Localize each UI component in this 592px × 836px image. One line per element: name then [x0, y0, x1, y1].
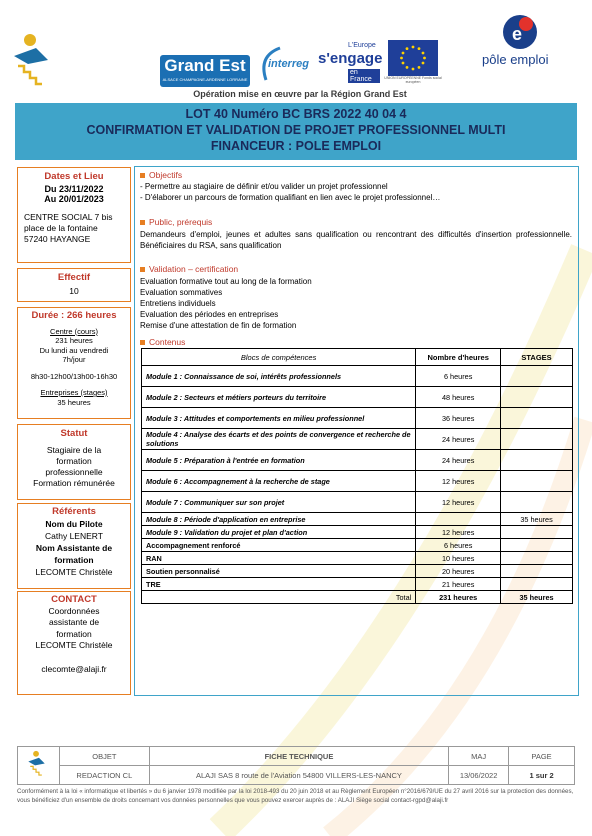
table-row — [142, 552, 573, 565]
referents-heading: Référents — [52, 506, 96, 517]
bullet-square-icon — [140, 220, 145, 225]
interreg-text: interreg — [268, 58, 309, 70]
module-hours: 36 heures — [416, 408, 501, 429]
pilote-label: Nom du Pilote — [45, 519, 103, 529]
objectif-2: - D'élaborer un parcours de formation qualifiant en lien avec le projet professionnel… — [140, 193, 441, 202]
module-label: RAN — [142, 552, 416, 565]
footer-fiche: FICHE TECHNIQUE — [149, 747, 448, 766]
contenus-heading — [140, 337, 185, 347]
module-label: Module 3 : Attitudes et comportements en milieu professionnel — [142, 408, 416, 429]
module-stage: 35 heures — [501, 513, 573, 526]
validation-1: Evaluation formative tout au long de la formation — [140, 277, 312, 286]
pole-emploi-logo — [482, 12, 580, 72]
table-row — [142, 450, 573, 471]
sengage-text: s'engage — [318, 50, 383, 67]
module-label: Module 6 : Accompagnement à la recherche de stage — [142, 471, 416, 492]
validation-text — [140, 276, 312, 331]
objectifs-text — [140, 181, 440, 203]
validation-heading — [140, 264, 238, 274]
statut-line4: Formation rémunérée — [33, 478, 115, 488]
validation-3: Entretiens individuels — [140, 299, 216, 308]
module-hours: 48 heures — [416, 387, 501, 408]
contenus-heading-text: Contenus — [149, 337, 186, 347]
module-stage — [501, 408, 573, 429]
module-hours: 24 heures — [416, 450, 501, 471]
duree-heading: Durée : 266 heures — [31, 310, 117, 321]
grand-est-logo-text: Grand Est — [164, 56, 246, 75]
header-stages: STAGES — [501, 349, 573, 366]
module-hours: 21 heures — [416, 578, 501, 591]
centre-label: Centre (cours) — [50, 326, 98, 336]
alaji-logo-icon — [8, 30, 56, 88]
module-label: Module 1 : Connaissance de soi, intérêts professionnels — [142, 366, 416, 387]
statut-line2: formation — [56, 456, 92, 466]
footer-maj: MAJ — [449, 747, 509, 766]
svg-text:e: e — [512, 24, 523, 44]
total-stage: 35 heures — [501, 591, 573, 604]
module-hours: 6 heures — [416, 539, 501, 552]
header-blocs: Blocs de compétences — [142, 349, 416, 366]
footer-redaction: REDACTION CL — [59, 766, 149, 785]
sengage-sub2: en France — [348, 69, 380, 83]
contact-line4: LECOMTE Christèle — [35, 640, 113, 650]
title-line2: CONFIRMATION ET VALIDATION DE PROJET PROFESSIONNEL MULTI — [86, 123, 506, 137]
pilote-name: Cathy LENERT — [45, 531, 103, 541]
module-stage — [501, 387, 573, 408]
module-stage — [501, 565, 573, 578]
module-label: Soutien personnalisé — [142, 565, 416, 578]
centre-hours: 231 heures — [55, 336, 93, 345]
grand-est-logo — [160, 55, 250, 87]
days: Du lundi au vendredi — [39, 345, 109, 355]
sengage-logo — [318, 42, 383, 83]
footer-page: PAGE — [509, 747, 575, 766]
module-hours: 10 heures — [416, 552, 501, 565]
title-line1: LOT 40 Numéro BC BRS 2022 40 04 4 — [185, 107, 407, 121]
sengage-sub1: L'Europe — [348, 42, 376, 49]
referents-box — [17, 503, 131, 589]
contact-heading: CONTACT — [51, 594, 97, 605]
validation-5: Remise d'une attestation de fin de formation — [140, 321, 297, 330]
dates-box — [17, 167, 131, 263]
date-to: Au 20/01/2023 — [44, 194, 104, 204]
bullet-square-icon — [140, 267, 145, 272]
module-stage — [501, 429, 573, 450]
module-label: Accompagnement renforcé — [142, 539, 416, 552]
module-stage — [501, 471, 573, 492]
bullet-square-icon — [140, 340, 145, 345]
footer-address: ALAJI SAS 8 route de l'Aviation 54800 VILLERS-LES-NANCY — [149, 766, 448, 785]
module-hours: 20 heures — [416, 565, 501, 578]
table-row — [142, 513, 573, 526]
statut-box — [17, 424, 131, 500]
statut-line1: Stagiaire de la — [46, 445, 102, 455]
effectif-heading: Effectif — [57, 272, 91, 283]
assistante-label2: formation — [54, 555, 94, 565]
interreg-logo — [256, 44, 314, 84]
footer-table — [17, 746, 575, 785]
objectif-1: - Permettre au stagiaire de définir et/ou valider un projet professionnel — [140, 182, 388, 191]
table-row — [142, 492, 573, 513]
objectifs-heading — [140, 170, 182, 180]
pole-emploi-emblem-icon — [500, 12, 540, 52]
module-label: Module 2 : Secteurs et métiers porteurs du territoire — [142, 387, 416, 408]
total-label: Total — [142, 591, 416, 604]
hours: 8h30-12h00/13h00-16h30 — [30, 371, 118, 381]
module-stage — [501, 539, 573, 552]
eu-flag-icon — [388, 40, 438, 76]
bullet-square-icon — [140, 173, 145, 178]
module-stage — [501, 578, 573, 591]
duree-box — [17, 307, 131, 419]
public-text: Demandeurs d'emploi, jeunes et adultes sans qualification ou rencontrant des difficultés d'insertion professionnelle. Bénéficiaires du RSA, sans qualification — [140, 230, 572, 250]
module-stage — [501, 366, 573, 387]
footer-logo-cell — [18, 747, 60, 785]
assistante-label1: Nom Assistante de — [35, 543, 113, 553]
contact-line1: Coordonnées — [48, 605, 100, 616]
module-hours: 12 heures — [416, 471, 501, 492]
table-row — [142, 578, 573, 591]
dates-heading: Dates et Lieu — [44, 171, 104, 182]
table-row — [142, 387, 573, 408]
assistante-name: LECOMTE Christèle — [35, 567, 113, 577]
public-heading — [140, 217, 212, 227]
competences-table — [141, 348, 573, 604]
statut-heading: Statut — [60, 428, 88, 439]
effectif-value: 10 — [69, 286, 79, 296]
module-stage — [501, 492, 573, 513]
table-row — [142, 429, 573, 450]
title-banner — [15, 103, 577, 160]
footer-date: 13/06/2022 — [449, 766, 509, 785]
module-label: Module 8 : Période d'application en entreprise — [142, 513, 416, 526]
place-line1: CENTRE SOCIAL 7 bis — [24, 212, 113, 222]
per-day: 7h/jour — [62, 355, 86, 364]
module-hours: 12 heures — [416, 492, 501, 513]
table-row — [142, 526, 573, 539]
pole-emploi-text: pôle emploi — [482, 52, 549, 67]
module-label: Module 7 : Communiquer sur son projet — [142, 492, 416, 513]
module-label: Module 5 : Préparation à l'entrée en formation — [142, 450, 416, 471]
place-line3: 57240 HAYANGE — [24, 234, 91, 244]
header-heures: Nombre d'heures — [416, 349, 501, 366]
module-hours — [416, 513, 501, 526]
module-stage — [501, 450, 573, 471]
module-hours: 24 heures — [416, 429, 501, 450]
module-stage — [501, 552, 573, 565]
contact-line3: formation — [56, 628, 92, 639]
table-row — [142, 408, 573, 429]
operation-caption: Opération mise en œuvre par la Région Grand Est — [193, 89, 407, 99]
table-row — [142, 471, 573, 492]
place-line2: place de la fontaine — [24, 223, 98, 233]
module-label: TRE — [142, 578, 416, 591]
effectif-box — [17, 268, 131, 302]
footer-page-num: 1 sur 2 — [509, 766, 575, 785]
module-hours: 6 heures — [416, 366, 501, 387]
table-row — [142, 565, 573, 578]
total-hours: 231 heures — [416, 591, 501, 604]
title-line3: FINANCEUR : POLE EMPLOI — [210, 139, 382, 153]
validation-heading-text: Validation – certification — [149, 264, 239, 274]
grand-est-logo-sub: ALSACE CHAMPAGNE-ARDENNE LORRAINE — [162, 77, 248, 82]
module-hours: 12 heures — [416, 526, 501, 539]
module-label: Module 9 : Validation du projet et plan d'action — [142, 526, 416, 539]
contact-line2: assistante de — [48, 617, 100, 627]
eu-caption: UNION EUROPÉENNE Fonds social européen — [384, 76, 442, 84]
table-header-row — [142, 349, 573, 366]
validation-2: Evaluation sommatives — [140, 288, 223, 297]
contact-email[interactable]: clecomte@alaji.fr — [41, 663, 107, 674]
module-stage — [501, 526, 573, 539]
entreprises-hours: 35 heures — [57, 397, 91, 407]
footer-conformity: Conformément à la loi « informatique et libertés » du 6 janvier 1978 modifiée par la loi 2018-493 du 20 juin 2018 et au Règlement Européen n°2016/679/UE du 27 avril 2016 sur la protection des données, vous bénéficiez d'un ensemble de droits concernant vos données personnelles que vous pouvez exercer auprès de : ALAJI Siège social contact-rgpd@alaji.fr — [17, 788, 574, 804]
footer-objet: OBJET — [59, 747, 149, 766]
date-from: Du 23/11/2022 — [44, 184, 104, 194]
table-total-row — [142, 591, 573, 604]
contact-box — [17, 591, 131, 695]
entreprises-label: Entreprises (stages) — [40, 388, 108, 397]
objectifs-heading-text: Objectifs — [149, 170, 183, 180]
statut-line3: professionnelle — [45, 467, 103, 477]
table-row — [142, 539, 573, 552]
public-heading-text: Public, prérequis — [149, 217, 213, 227]
validation-4: Evaluation des périodes en entreprises — [140, 310, 279, 319]
table-row — [142, 366, 573, 387]
module-label: Module 4 : Analyse des écarts et des points de convergence et recherche de solutions — [142, 429, 416, 450]
